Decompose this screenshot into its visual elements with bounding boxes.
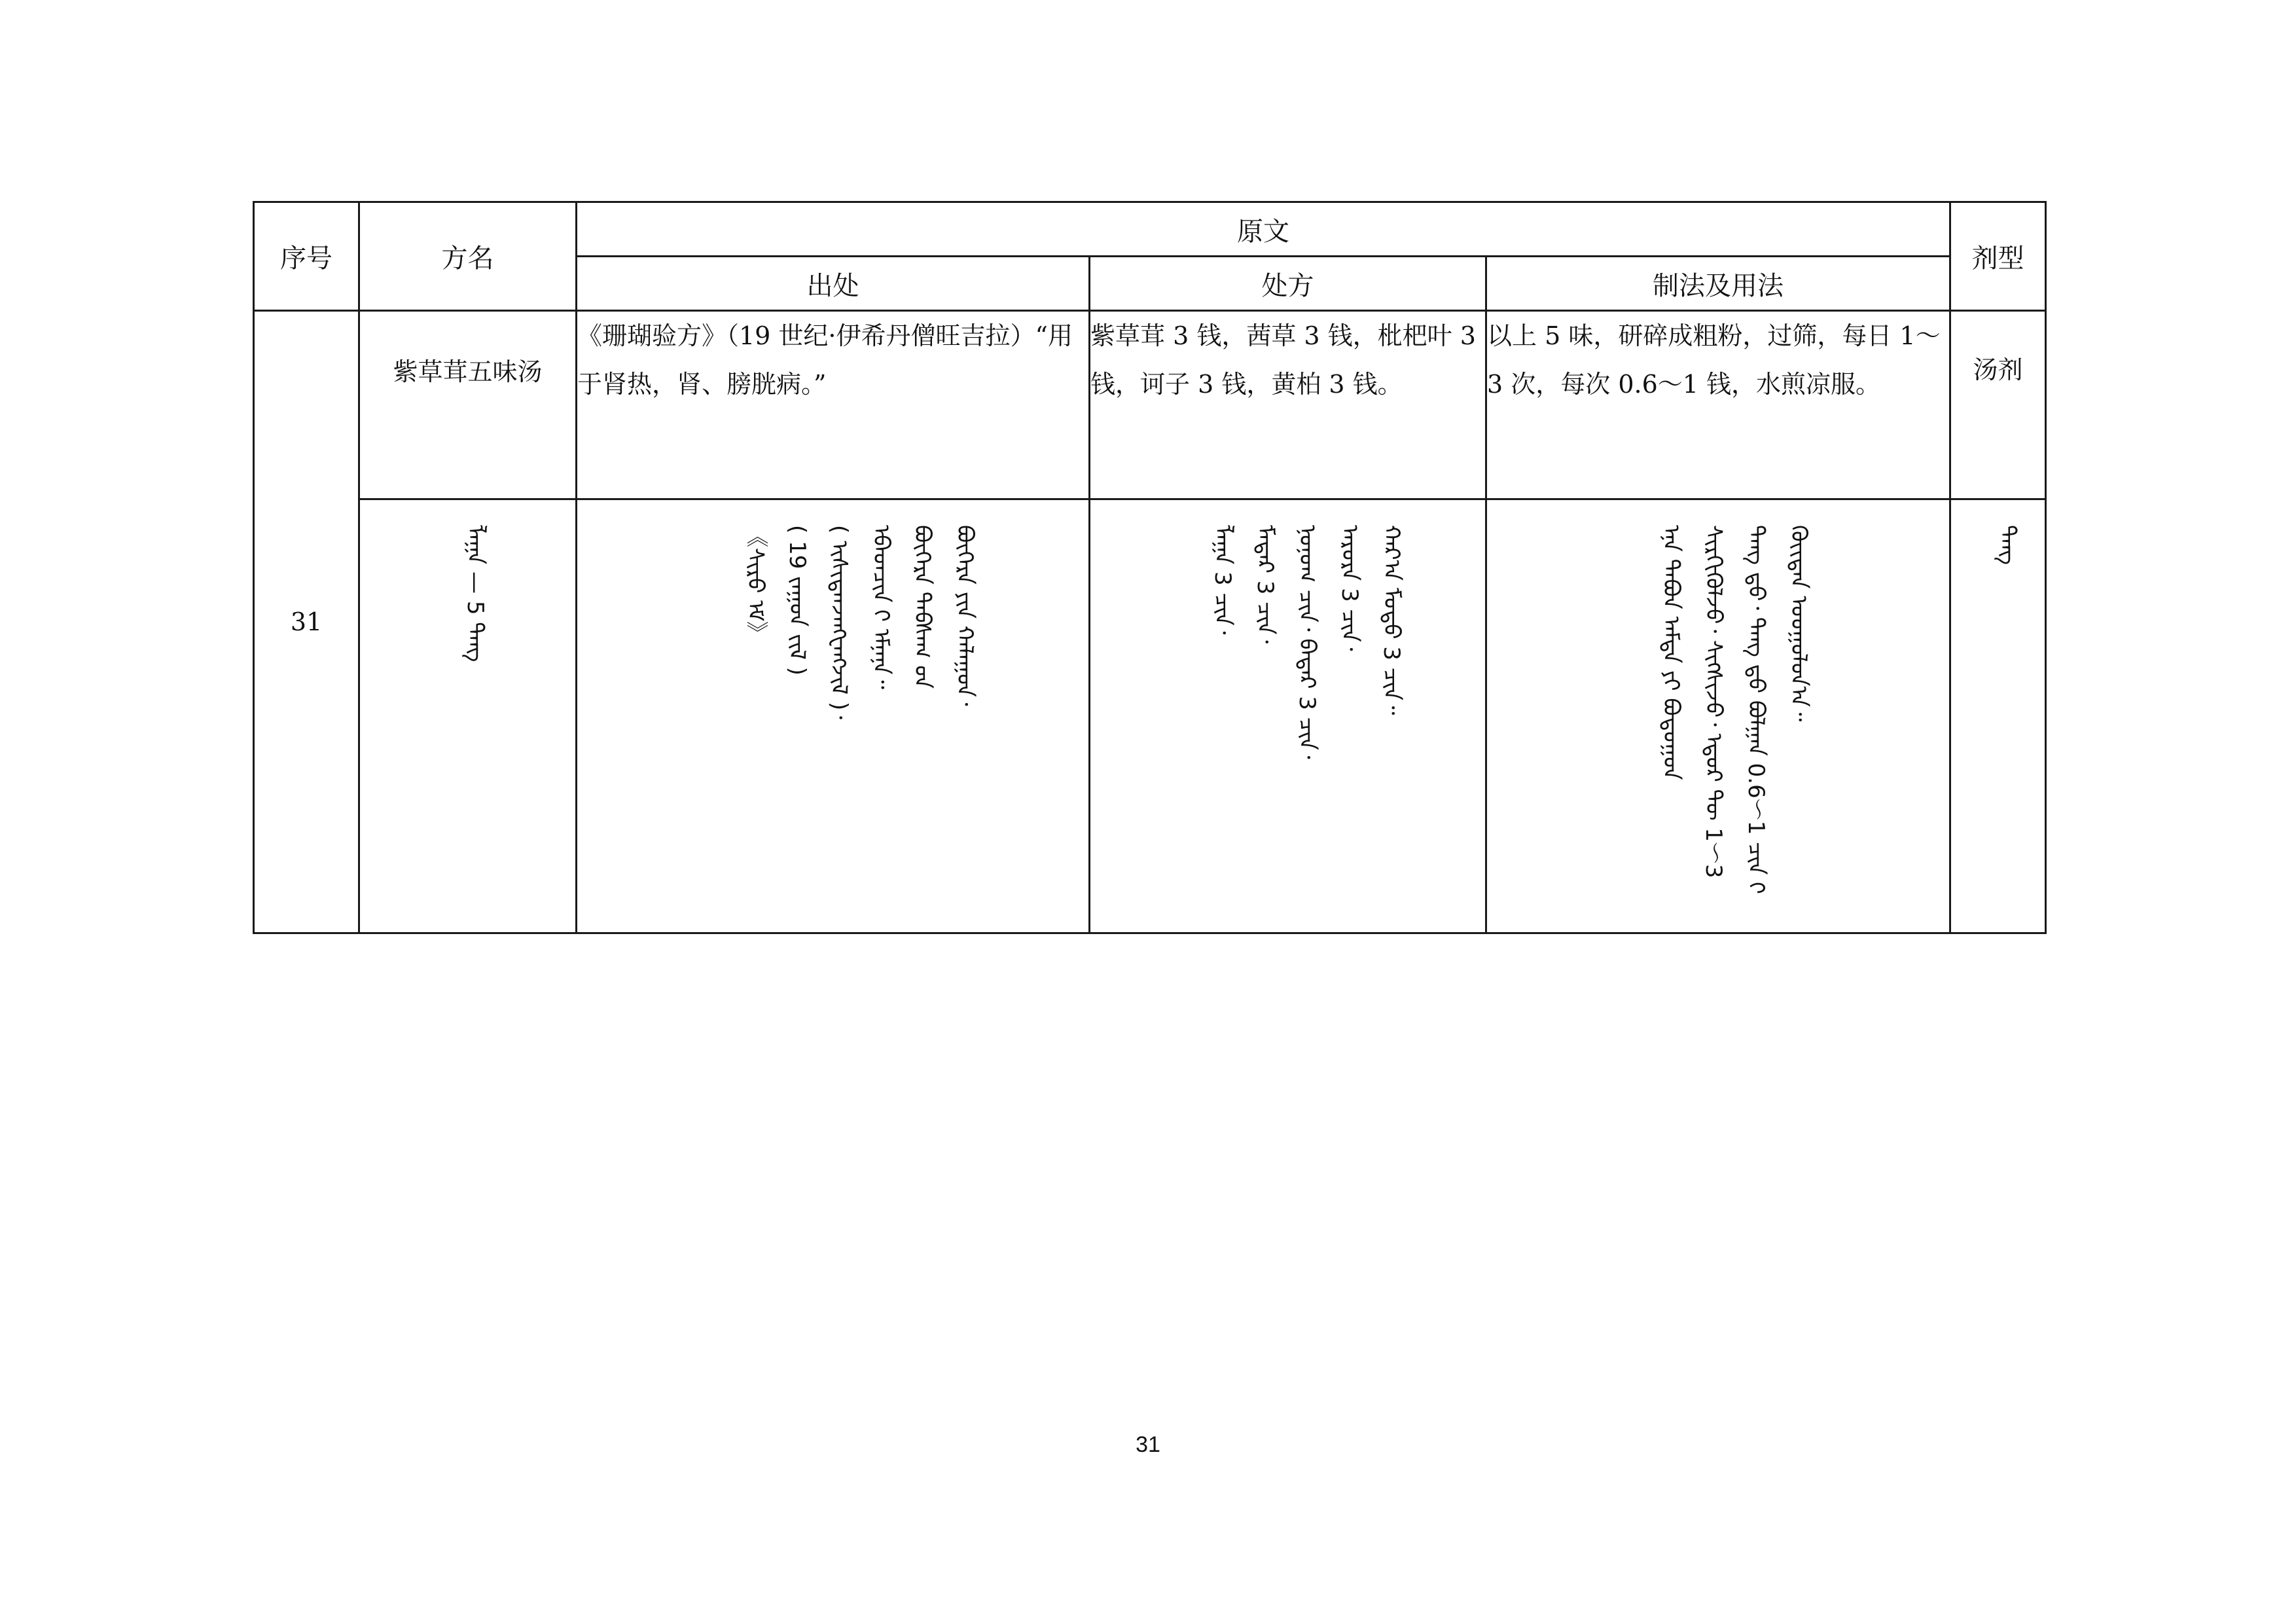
mongolian-dosage-form-text: ᠲᠠᠩ xyxy=(1994,525,2021,566)
cell-name-mn xyxy=(359,499,577,933)
header-dosage-form: 剂型 xyxy=(1950,202,2046,311)
mongolian-preparation-line: ᠰᠢᠷᠭᠢᠭᠦᠯᠵᠦ᠂ ᠰᠢᠭᠰᠢᠵᠦ᠂ ᠡᠳᠦᠷ ᠲᠦ 1～3 xyxy=(1700,525,1727,878)
mongolian-source-line: ( 19 ᠵᠠᠭᠤᠨ ᠵᠢᠯ ) xyxy=(784,525,810,676)
cell-seq: 31 xyxy=(254,311,359,933)
header-prescription: 处方 xyxy=(1090,257,1486,311)
mongolian-preparation-line: ᠬᠦᠢᠳᠡᠨ ᠤᠤᠭᠤᠯᠤᠨ᠎ᠠ᠃ xyxy=(1785,525,1812,722)
mongolian-prescription-line: ᠯᠠᠭ᠋ᠠ 3 ᠴᠢᠨ᠂ xyxy=(1210,525,1236,635)
cell-preparation-cn: 以上 5 味，研碎成粗粉，过筛，每日 1～3 次，每次 0.6～1 钱，水煎凉服。 xyxy=(1486,311,1950,499)
mongolian-source-line: ᠡᠪᠡᠳᠴᠢᠨ ᠢ᠋ ᠡᠮᠨᠡᠨᠡ᠃ xyxy=(868,525,894,689)
cell-prescription-cn: 紫草茸 3 钱，茜草 3 钱，枇杷叶 3 钱，诃子 3 钱，黄柏 3 钱。 xyxy=(1090,311,1486,499)
mongolian-prescription-line: ᠨᠣᠨᠣᠭ ᠴᠢᠨ᠂ ᠪᠠᠳᠠᠷ 3 ᠴᠢᠨ᠂ xyxy=(1294,525,1320,759)
header-preparation: 制法及用法 xyxy=(1486,257,1950,311)
mongolian-source-line: ᠪᠦᠭᠡᠷᠡ ᠳᠠᠪᠰᠠᠭ ᠤ᠋ᠨ xyxy=(909,525,935,689)
mongolian-name-text: ᠯᠠᠭ᠋ᠠ — 5 ᠲᠠᠩ xyxy=(462,525,488,662)
cell-name-cn: 紫草茸五味汤 xyxy=(359,311,577,499)
mongolian-preparation-line: ᠲᠠᠩ ᠳ᠋ᠤ᠂ ᠲᠠᠩ ᠳ᠋ᠤ ᠪᠤᠯᠭᠠᠨ 0.6～1 ᠴᠢᠨ ᠢ᠋ xyxy=(1743,525,1769,894)
header-seq: 序号 xyxy=(254,202,359,311)
mongolian-preparation-line: ᠡᠨᠡ ᠲᠠᠪᠤᠨ ᠠᠮᠲᠠ ᠶᠢ ᠪᠣᠳᠣᠭᠣᠨ xyxy=(1658,525,1684,780)
header-source: 出处 xyxy=(577,257,1090,311)
cell-preparation-mn xyxy=(1486,499,1950,933)
mongolian-source-line: 《ᠰᠢᠷᠦ ᠡᠮ》 xyxy=(742,525,768,645)
cell-dosage-form-cn: 汤剂 xyxy=(1950,311,2046,499)
cell-prescription-mn xyxy=(1090,499,1486,933)
cell-source-mn xyxy=(577,499,1090,933)
formula-table xyxy=(253,201,2047,934)
mongolian-prescription-line: ᠮᠠᠳᠠᠷ 3 ᠴᠢᠨ᠂ xyxy=(1252,525,1278,644)
cell-source-cn: 《珊瑚验方》（19 世纪·伊希丹僧旺吉拉）“用于肾热，肾、膀胱病。” xyxy=(577,311,1090,499)
header-name: 方名 xyxy=(359,202,577,311)
header-original: 原文 xyxy=(577,202,1950,257)
page-number: 31 xyxy=(1136,1432,1160,1457)
cell-dosage-form-mn xyxy=(1950,499,2046,933)
mongolian-prescription-line: ᠬᠠᠷ᠎ᠠ ᠮᠣᠳᠣ 3 ᠴᠢᠨ᠃ xyxy=(1378,525,1405,715)
mongolian-source-line: ( ᠢᠰᠢᠳᠠᠨᠵᠠᠩᠸᠠᠩᠵᠢᠯ )᠂ xyxy=(826,525,852,719)
mongolian-prescription-line: ᠠᠷᠦᠷᠠ 3 ᠴᠢᠨ᠂ xyxy=(1336,525,1363,651)
mongolian-source-line: ᠪᠦᠭᠡᠷᠡ ᠶᠢᠨ ᠬᠠᠯᠠᠭᠤᠨ᠂ xyxy=(952,525,978,706)
